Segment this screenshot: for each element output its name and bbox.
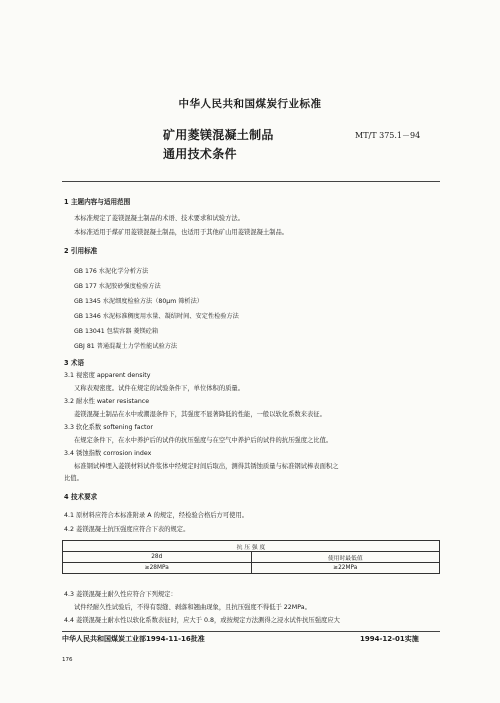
reference-item: GB 177 水泥胶砂强度检验方法: [74, 283, 161, 290]
document-title-line2: 通用技术条件: [163, 147, 237, 161]
table-col-header-28d: 28d: [63, 552, 252, 563]
table-row: [63, 552, 440, 563]
standard-code: MT/T 375.1－94: [355, 131, 421, 140]
term-3-3-definition: 在规定条件下，在水中养护后的试件的抗压强度与在空气中养护后的试件的抗压强度之比值。: [74, 437, 333, 444]
effective-date: 1994-12-01实施: [360, 635, 419, 643]
term-3-4-definition: 标准钢试棒埋入菱镁材料试件浆体中经规定时间后取出，测得其锈蚀质量与标准钢试棒表面积之: [74, 463, 339, 470]
section-2-heading: 2 引用标准: [64, 247, 98, 255]
approval-statement: 中华人民共和国煤炭工业部1994-11-16批准: [62, 635, 205, 643]
compressive-strength-table: [62, 540, 440, 574]
reference-item: GB 176 水泥化学分析方法: [74, 268, 149, 275]
term-3-1-definition: 又称表观密度。试件在规定的试验条件下，单位体积的质量。: [74, 385, 245, 392]
reference-item: GB 1346 水泥标准稠度用水量、凝结时间、安定性检验方法: [74, 313, 239, 320]
header-divider: [62, 181, 440, 182]
reference-item: GB 1345 水泥细度检验方法（80μm 筛析法）: [74, 298, 203, 305]
term-3-2: 3.2 耐水性 water resistance: [64, 398, 150, 405]
table-row: [63, 563, 440, 574]
term-3-4-definition-cont: 比值。: [64, 475, 83, 482]
document-title-line1: 矿用菱镁混凝土制品: [163, 128, 274, 142]
organization-header: 中华人民共和国煤炭行业标准: [178, 98, 322, 110]
table-header-cell: 抗 压 强 度: [63, 541, 440, 552]
table-cell-min-value: ≥22MPa: [251, 563, 440, 574]
clause-4-3-text: 试件经耐久性试验后，不得有裂缝、剥落和翘曲现象，且抗压强度不得低于 22MPa。: [74, 604, 311, 611]
section-3-heading: 3 术语: [64, 359, 85, 367]
table-row: [63, 541, 440, 552]
term-3-3: 3.3 软化系数 softening factor: [64, 424, 153, 431]
footer-divider: [62, 631, 440, 632]
table-cell-28d-value: ≥28MPa: [63, 563, 252, 574]
reference-item: GBJ 81 普通混凝土力学性能试验方法: [74, 343, 178, 350]
reference-item: GB 13041 包装容器 菱镁砼箱: [74, 328, 159, 335]
term-3-2-definition: 菱镁混凝土制品在水中或潮湿条件下，其强度不显著降低的性能，一般以软化系数来表征。: [74, 411, 326, 418]
table-col-header-min-value: 使用时最低值: [251, 552, 440, 563]
term-3-4: 3.4 锈蚀指数 corrosion index: [64, 450, 152, 457]
page-number: 176: [62, 657, 73, 663]
section-1-heading: 1 主题内容与适用范围: [64, 198, 131, 206]
term-3-1: 3.1 视密度 apparent density: [64, 372, 151, 379]
clause-4-3: 4.3 菱镁混凝土耐久性应符合下列规定：: [64, 591, 177, 598]
section-1-paragraph-2: 本标准适用于煤矿用菱镁混凝土制品，也适用于其他矿山用菱镁混凝土制品。: [74, 229, 289, 236]
section-4-heading: 4 技术要求: [64, 493, 98, 501]
clause-4-4: 4.4 菱镁混凝土耐水性以软化系数表征时，应大于 0.8，或按规定方法测得之浸水试件抗压强度应大: [64, 617, 340, 624]
section-1-paragraph-1: 本标准规定了菱镁混凝土制品的术语、技术要求和试验方法。: [74, 215, 245, 222]
clause-4-2: 4.2 菱镁混凝土抗压强度应符合下表的规定。: [64, 526, 190, 533]
clause-4-1: 4.1 原材料应符合本标准附录 A 的规定，经检验合格后方可使用。: [64, 512, 249, 519]
